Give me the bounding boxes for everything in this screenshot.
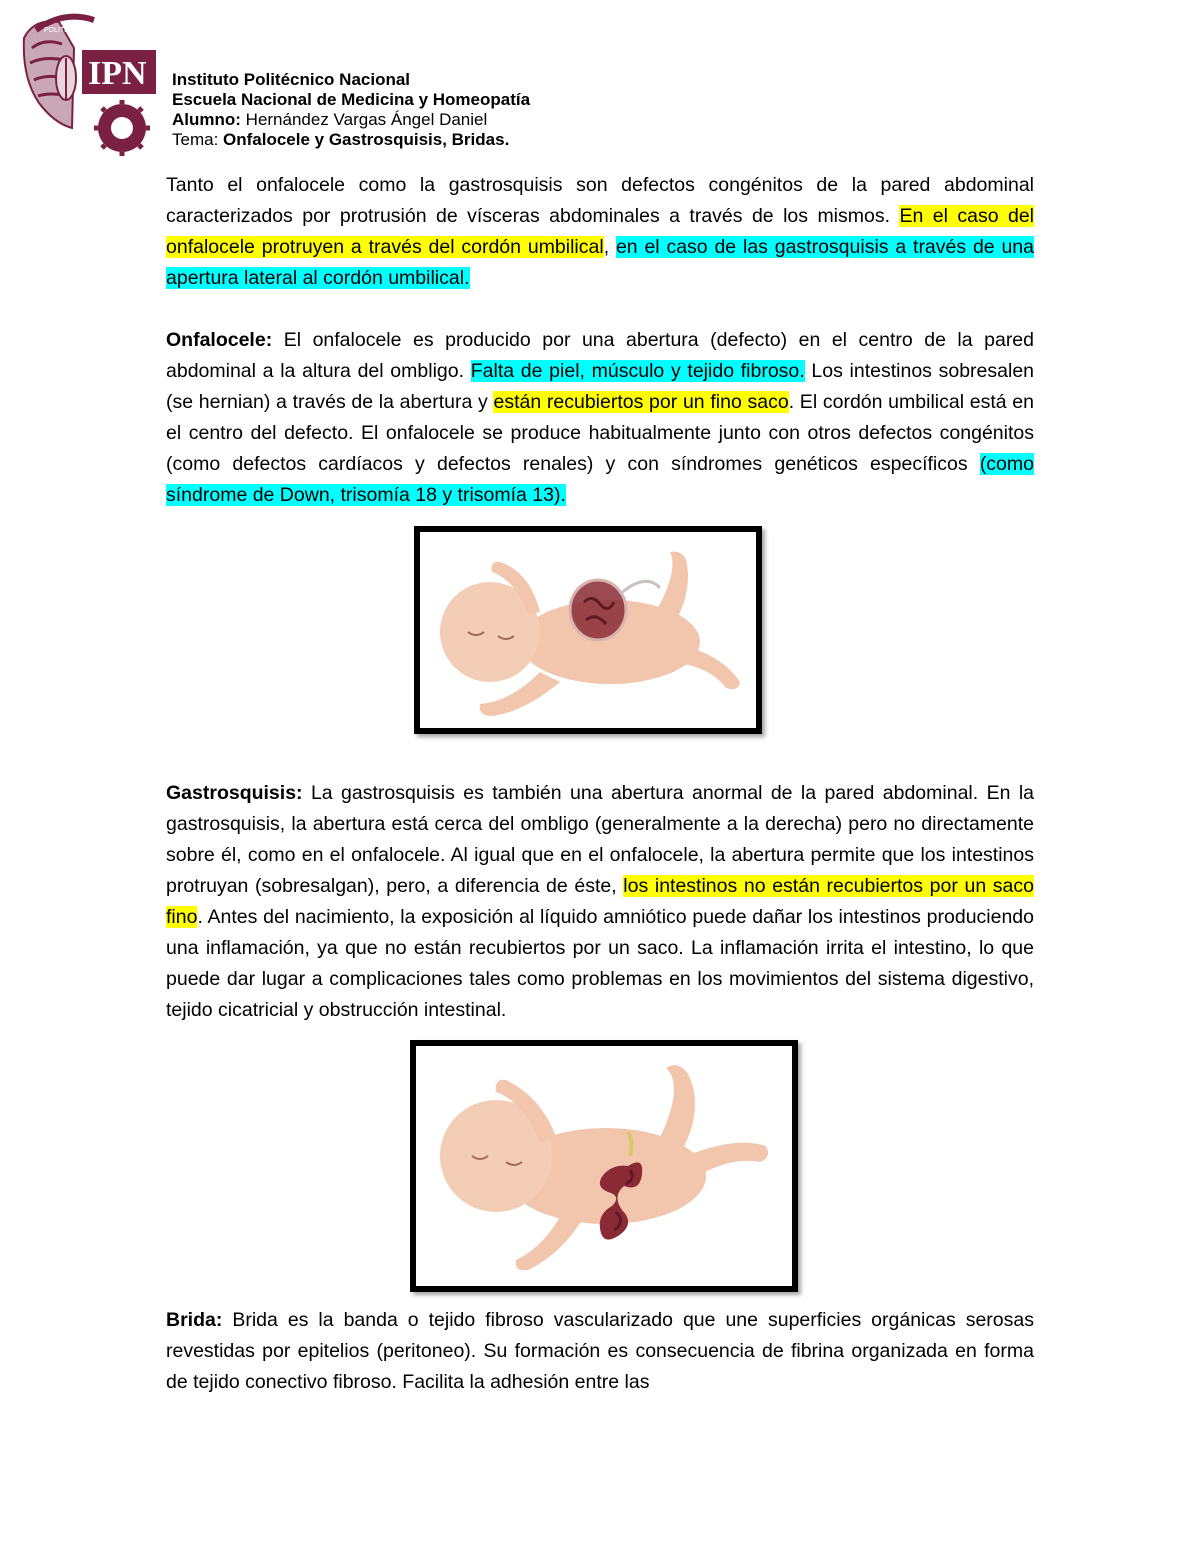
gastrosquisis-illustration [410, 1040, 798, 1292]
logo-ribbon: POLITÉCNICO [44, 27, 92, 34]
ipn-logo [14, 8, 160, 158]
student-label: Alumno: [172, 110, 241, 129]
brida-term: Brida: [166, 1309, 223, 1331]
onfalocele-illustration [414, 526, 762, 734]
school-name: Escuela Nacional de Medicina y Homeopatía [172, 90, 531, 109]
onfalocele-paragraph [166, 325, 1034, 511]
topic-line [172, 130, 530, 150]
intro-highlight-yellow: En el caso del onfalocele protruyen a través del cordón umbilical [166, 205, 1035, 258]
student-line [172, 110, 530, 130]
onfalocele-text-3: . El cordón umbilical está en el centro del defecto. El onfalocele se produce habitualmente junto con otros defectos congénitos (como defectos cardíacos y defectos renales) y con síndromes genéticos específicos [166, 391, 1035, 475]
document-header [172, 70, 530, 150]
topic-label: Tema: [172, 130, 219, 149]
brida-text-1: Brida es la banda o tejido fibroso vascularizado que une superficies orgánicas serosas revestidas por epitelios (peritoneo). Su formación es consecuencia de fibrina organizada en forma de tejido conectivo fibroso. Facilita la adhesión entre las [166, 1309, 1034, 1393]
onfalocele-highlight-yellow: están recubiertos por un fino saco [493, 391, 789, 413]
intro-highlight-cyan: en el caso de las gastrosquisis a través de una apertura lateral al cordón umbilical. [166, 236, 1034, 289]
onfalocele-highlight-cyan-2: (como síndrome de Down, trisomía 18 y trisomía 13). [166, 453, 1034, 506]
onfalocele-term: Onfalocele: [166, 329, 273, 351]
institution-name: Instituto Politécnico Nacional [172, 70, 411, 89]
gastrosquisis-paragraph [166, 778, 1034, 1026]
intro-text-1: Tanto el onfalocele como la gastrosquisis son defectos congénitos de la pared abdominal caracterizados por protrusión de vísceras abdominales a través de los mismos. [166, 174, 1034, 227]
intro-paragraph [166, 170, 1034, 294]
student-name: Hernández Vargas Ángel Daniel [240, 110, 488, 129]
gastrosquisis-text-2: . Antes del nacimiento, la exposición al líquido amniótico puede dañar los intestinos produciendo una inflamación, ya que no están recubiertos por un saco. La inflamación irrita el intestino, lo que puede dar lugar a complicaciones tales como problemas en los movimientos del sistema digestivo, tejido cicatricial y obstrucción intestinal. [166, 906, 1034, 1021]
gastrosquisis-text-1: La gastrosquisis es también una abertura anormal de la pared abdominal. En la gastrosquisis, la abertura está cerca del ombligo (generalmente a la derecha) pero no directamente sobre él, como en el onfalocele. Al igual que en el onfalocele, la abertura permite que los intestinos protruyan (sobresalgan), pero, a diferencia de éste, [166, 782, 1034, 897]
onfalocele-text-2: Los intestinos sobresalen (se hernian) a través de la abertura y [166, 360, 1035, 413]
gastrosquisis-term: Gastrosquisis: [166, 782, 303, 804]
logo-letters: IPN [88, 55, 147, 92]
onfalocele-highlight-cyan-1: Falta de piel, músculo y tejido fibroso. [470, 360, 805, 382]
gastrosquisis-highlight-yellow: los intestinos no están recubiertos por un saco fino [166, 875, 1034, 928]
brida-paragraph [166, 1305, 1034, 1398]
intro-text-2: , [603, 236, 616, 258]
topic-value: Onfalocele y Gastrosquisis, Bridas. [218, 130, 510, 149]
onfalocele-text-1: El onfalocele es producido por una abertura (defecto) en el centro de la pared abdominal a la altura del ombligo. [166, 329, 1034, 382]
